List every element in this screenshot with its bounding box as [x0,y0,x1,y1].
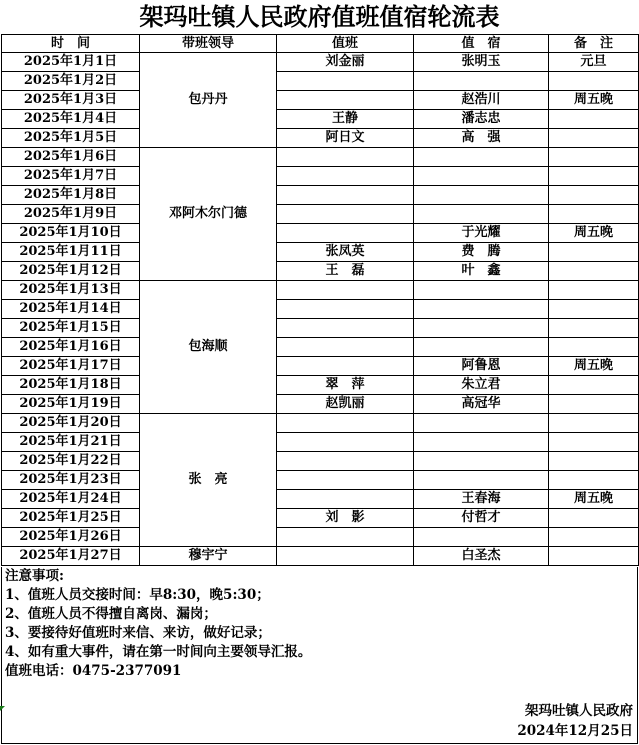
day-duty-cell: 阿日文 [277,129,414,148]
table-row [2,262,639,281]
notes-item: 2、值班人员不得擅自离岗、漏岗； [5,606,217,622]
day-duty-cell [277,547,414,566]
table-body [2,53,639,566]
night-duty-cell: 叶 鑫 [414,262,549,281]
day-duty-cell [277,528,414,547]
note-cell [549,281,639,300]
night-duty-cell [414,528,549,547]
table-row [2,300,639,319]
day-duty-cell [277,338,414,357]
notes-item: 1、值班人员交接时间：早8:30，晚5:30； [5,587,270,603]
table-row [2,205,639,224]
day-duty-cell [277,72,414,91]
date-cell: 2025年1月15日 [2,319,140,338]
note-cell [549,509,639,528]
date-cell: 2025年1月19日 [2,395,140,414]
date-cell: 2025年1月5日 [2,129,140,148]
note-cell [549,414,639,433]
table-row [2,414,639,433]
note-cell [549,110,639,129]
table-row [2,91,639,110]
note-cell [549,471,639,490]
duty-phone: 值班电话：0475-2377091 [5,663,182,679]
table-row [2,224,639,243]
date-cell: 2025年1月8日 [2,186,140,205]
date-cell: 2025年1月24日 [2,490,140,509]
night-duty-cell [414,319,549,338]
note-cell [549,148,639,167]
note-cell [549,300,639,319]
issuing-organization: 架玛吐镇人民政府 [525,703,633,719]
note-cell [549,205,639,224]
note-cell [549,433,639,452]
day-duty-cell [277,148,414,167]
day-duty-cell [277,186,414,205]
date-cell: 2025年1月26日 [2,528,140,547]
night-duty-cell: 王春海 [414,490,549,509]
date-cell: 2025年1月3日 [2,91,140,110]
day-duty-cell: 赵凯丽 [277,395,414,414]
leader-cell: 张 亮 [140,414,277,547]
night-duty-cell [414,186,549,205]
table-row [2,528,639,547]
date-cell: 2025年1月23日 [2,471,140,490]
day-duty-cell: 翠 萍 [277,376,414,395]
night-duty-cell [414,300,549,319]
date-cell: 2025年1月12日 [2,262,140,281]
leader-cell: 邓阿木尔门德 [140,148,277,281]
day-duty-cell: 王 磊 [277,262,414,281]
day-duty-cell [277,471,414,490]
note-cell: 周五晚 [549,357,639,376]
date-cell: 2025年1月25日 [2,509,140,528]
table-row [2,452,639,471]
night-duty-cell: 白圣杰 [414,547,549,566]
night-duty-cell: 赵浩川 [414,91,549,110]
table-row [2,433,639,452]
night-duty-cell [414,205,549,224]
day-duty-cell [277,91,414,110]
date-cell: 2025年1月22日 [2,452,140,471]
note-cell: 周五晚 [549,490,639,509]
header-leader: 带班领导 [140,35,277,53]
leader-cell: 穆宇宁 [140,547,277,566]
table-row [2,547,639,566]
table-row [2,471,639,490]
night-duty-cell [414,452,549,471]
notes-section [1,567,638,744]
table-row [2,167,639,186]
note-cell [549,262,639,281]
notes-item: 3、要接待好值班时来信、来访，做好记录； [5,625,271,641]
table-row [2,148,639,167]
date-cell: 2025年1月4日 [2,110,140,129]
date-cell: 2025年1月17日 [2,357,140,376]
date-cell: 2025年1月27日 [2,547,140,566]
day-duty-cell [277,490,414,509]
table-row [2,72,639,91]
night-duty-cell [414,167,549,186]
note-cell [549,129,639,148]
night-duty-cell [414,281,549,300]
day-duty-cell [277,414,414,433]
leader-cell: 包海顺 [140,281,277,414]
day-duty-cell [277,224,414,243]
note-cell [549,547,639,566]
day-duty-cell [277,319,414,338]
date-cell: 2025年1月20日 [2,414,140,433]
day-duty-cell: 刘 影 [277,509,414,528]
night-duty-cell: 费 腾 [414,243,549,262]
date-cell: 2025年1月13日 [2,281,140,300]
note-cell [549,528,639,547]
table-row [2,338,639,357]
table-row [2,129,639,148]
day-duty-cell: 刘金丽 [277,53,414,72]
date-cell: 2025年1月21日 [2,433,140,452]
day-duty-cell [277,300,414,319]
note-cell [549,186,639,205]
notes-item: 4、如有重大事件，请在第一时间向主要领导汇报。 [5,644,312,660]
table-row [2,509,639,528]
table-row [2,53,639,72]
day-duty-cell [277,357,414,376]
note-cell [549,319,639,338]
date-cell: 2025年1月16日 [2,338,140,357]
table-row [2,243,639,262]
day-duty-cell [277,452,414,471]
table-header-row [2,35,639,53]
night-duty-cell: 朱立君 [414,376,549,395]
note-cell [549,243,639,262]
night-duty-cell: 张明玉 [414,53,549,72]
night-duty-cell: 付哲才 [414,509,549,528]
date-cell: 2025年1月14日 [2,300,140,319]
night-duty-cell: 潘志忠 [414,110,549,129]
note-cell [549,395,639,414]
note-cell: 元旦 [549,53,639,72]
table-row [2,490,639,509]
table-row [2,186,639,205]
date-cell: 2025年1月7日 [2,167,140,186]
date-cell: 2025年1月2日 [2,72,140,91]
note-cell [549,452,639,471]
note-cell [549,376,639,395]
note-cell: 周五晚 [549,91,639,110]
night-duty-cell [414,72,549,91]
day-duty-cell: 张凤英 [277,243,414,262]
night-duty-cell: 高 强 [414,129,549,148]
table-row [2,395,639,414]
night-duty-cell: 高冠华 [414,395,549,414]
night-duty-cell [414,414,549,433]
night-duty-cell [414,338,549,357]
day-duty-cell [277,281,414,300]
day-duty-cell [277,433,414,452]
table-row [2,357,639,376]
night-duty-cell [414,471,549,490]
header-date: 时 间 [2,35,140,53]
date-cell: 2025年1月18日 [2,376,140,395]
leader-cell: 包丹丹 [140,53,277,148]
date-cell: 2025年1月10日 [2,224,140,243]
night-duty-cell [414,148,549,167]
note-cell: 周五晚 [549,224,639,243]
date-cell: 2025年1月6日 [2,148,140,167]
header-night-duty: 值 宿 [414,35,549,53]
day-duty-cell: 王静 [277,110,414,129]
notes-heading: 注意事项: [5,568,64,584]
table-row [2,376,639,395]
cell-corner-marker [0,706,5,711]
day-duty-cell [277,205,414,224]
table-row [2,110,639,129]
date-cell: 2025年1月9日 [2,205,140,224]
header-note: 备 注 [549,35,639,53]
page-title: 架玛吐镇人民政府值班值宿轮流表 [139,2,500,31]
night-duty-cell [414,433,549,452]
note-cell [549,72,639,91]
note-cell [549,167,639,186]
duty-roster-table [1,34,639,566]
issue-date: 2024年12月25日 [517,723,633,739]
table-row [2,319,639,338]
header-day-duty: 值班 [277,35,414,53]
table-row [2,281,639,300]
date-cell: 2025年1月1日 [2,53,140,72]
day-duty-cell [277,167,414,186]
date-cell: 2025年1月11日 [2,243,140,262]
note-cell [549,338,639,357]
night-duty-cell: 阿鲁恩 [414,357,549,376]
night-duty-cell: 于光耀 [414,224,549,243]
